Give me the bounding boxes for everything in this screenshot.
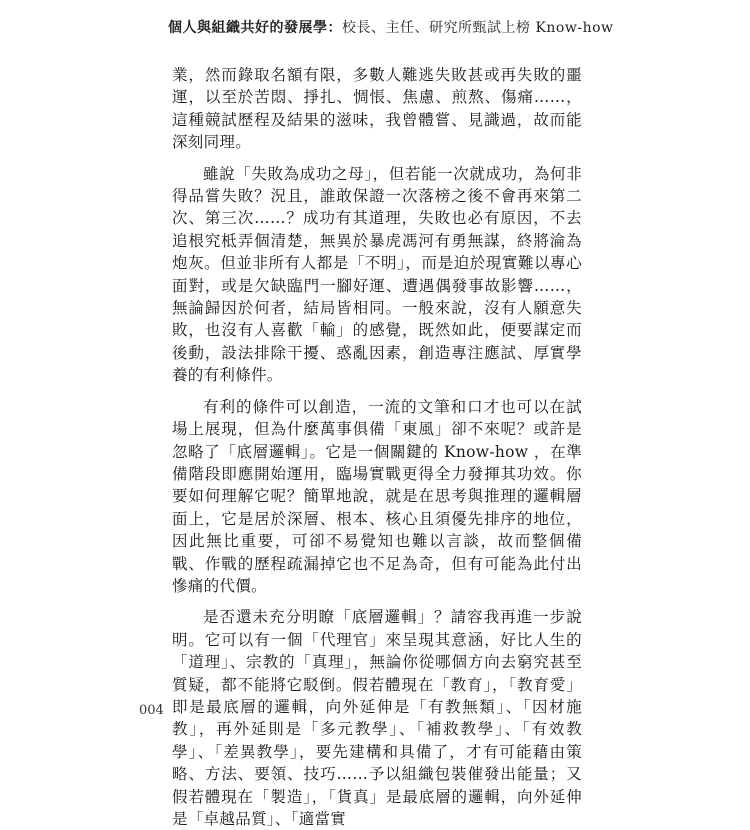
book-subtitle: 校長、主任、研究所甄試上榜 Know-how bbox=[342, 20, 614, 36]
paragraph: 業，然而錄取名額有限，多數人難逃失敗甚或再失敗的噩運，以至於苦悶、掙扎、惆悵、焦慮、煎熬、傷痛……，這種競試歷程及結果的滋味，我曾體嘗、見識過，故而能深刻同理。 bbox=[172, 66, 582, 152]
running-header bbox=[168, 17, 688, 37]
paragraph: 雖說「失敗為成功之母」，但若能一次就成功，為何非得品嘗失敗？況且，誰敢保證一次落榜之後不會再來第二次、第三次……？成功有其道理，失敗也必有原因，不去追根究柢弄個清楚，無異於暴虎馮河有勇無謀，終將淪為炮灰。但並非所有人都是「不明」，而是迫於現實難以專心面對，或是欠缺臨門一腳好運、遭遇偶發事故影響……，無論歸因於何者，結局皆相同。一般來說，沒有人願意失敗，也沒有人喜歡「輸」的感覺，既然如此，便要謀定而後動，設法排除干擾、惑亂因素，創造專注應試、厚實學養的有利條件。 bbox=[172, 164, 582, 385]
paragraph: 有利的條件可以創造，一流的文筆和口才也可以在試場上展現，但為什麼萬事俱備「東風」卻不來呢？或許是忽略了「底層邏輯」。它是一個關鍵的 Know-how ，在準備階段即應開始運用，臨場實戰更得全力發揮其功效。你要如何理解它呢？簡單地說，就是在思考與推理的邏輯層面上，它是居於深層、根本、核心且須優先排序的地位，因此無比重要，可卻不易覺知也難以言談，故而整個備戰、作戰的歷程疏漏掉它也不足為奇，但有可能為此付出慘痛的代價。 bbox=[172, 397, 582, 595]
page-number: 004 bbox=[139, 703, 164, 718]
body-text bbox=[172, 64, 582, 830]
book-title: 個人與組織共好的發展學： bbox=[168, 20, 342, 36]
paragraph: 是否還未充分明瞭「底層邏輯」？請容我再進一步說明。它可以有一個「代理官」來呈現其意涵，好比人生的「道理」、宗教的「真理」，無論你從哪個方向去窮究甚至質疑，都不能將它駁倒。假若體現在「教育」，「教育愛」即是最底層的邏輯，向外延伸是「有教無類」、「因材施教」，再外延則是「多元教學」、「補救教學」、「有效教學」、「差異教學」，要先建構和具備了，才有可能藉由策略、方法、要領、技巧……予以組織包裝催發出能量；又假若體現在「製造」，「貨真」是最底層的邏輯，向外延伸是「卓越品質」、「適當實 bbox=[172, 608, 582, 828]
